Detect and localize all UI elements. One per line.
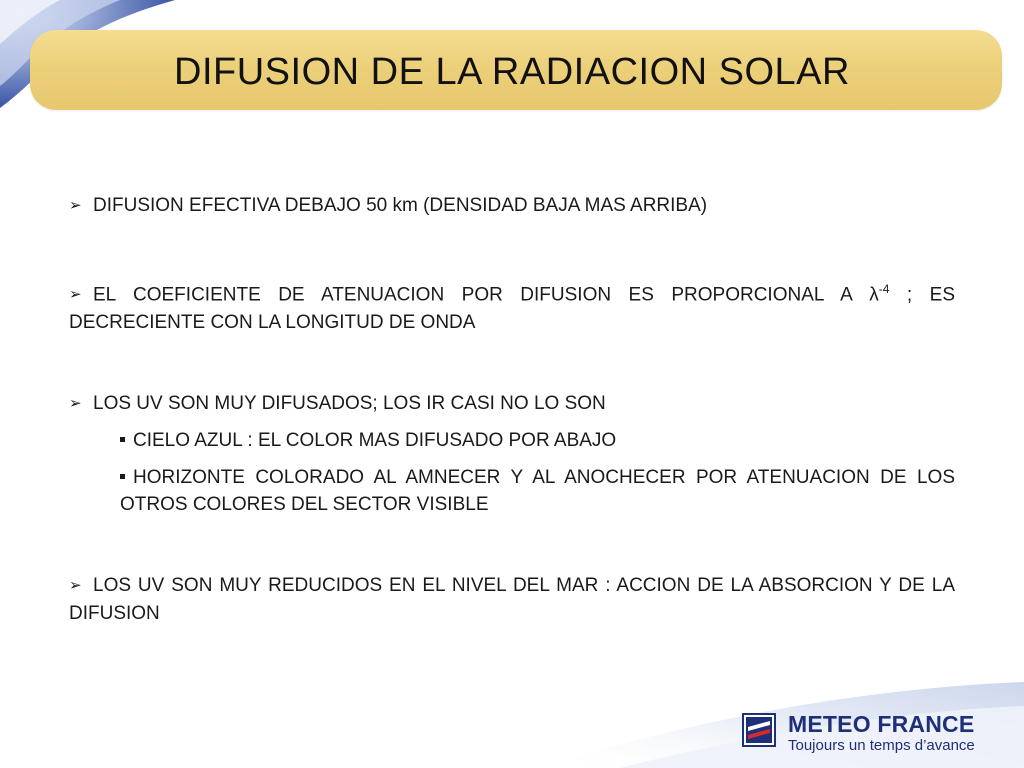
arrow-bullet-icon: ➢ xyxy=(69,197,82,214)
bullet-text: EL COEFICIENTE DE ATENUACION POR DIFUSION ES PROPORCIONAL A λ xyxy=(93,284,879,306)
bullet-text: HORIZONTE COLORADO AL AMNECER Y AL ANOCHECER POR ATENUACION DE LOS OTROS COLORES DEL SECTOR VISIBLE xyxy=(120,467,955,516)
bullet-text: DIFUSION EFECTIVA DEBAJO 50 km (DENSIDAD BAJA MAS ARRIBA) xyxy=(93,195,708,216)
bullet-item xyxy=(69,276,955,336)
arrow-bullet-icon: ➢ xyxy=(69,577,82,595)
slide-title: DIFUSION DE LA RADIACION SOLAR xyxy=(174,51,850,93)
bullet-item xyxy=(69,390,955,418)
bullet-item xyxy=(69,572,955,627)
meteo-france-emblem-icon xyxy=(742,713,776,747)
slide-content xyxy=(69,192,955,627)
bullet-text: LOS UV SON MUY DIFUSADOS; LOS IR CASI NO LO SON xyxy=(93,393,606,415)
bullet-item xyxy=(69,192,955,220)
sub-bullet-item xyxy=(69,464,955,518)
arrow-bullet-icon: ➢ xyxy=(69,395,82,413)
bullet-text: CIELO AZUL : EL COLOR MAS DIFUSADO POR ABAJO xyxy=(133,430,617,452)
square-bullet-icon xyxy=(120,474,125,479)
arrow-bullet-icon: ➢ xyxy=(69,286,82,304)
brand-tagline: Toujours un temps d’avance xyxy=(788,737,975,754)
bullet-text: LOS UV SON MUY REDUCIDOS EN EL NIVEL DEL MAR : ACCION DE LA ABSORCION Y DE LA DIFUSION xyxy=(69,575,955,625)
sub-bullet-item xyxy=(69,427,955,454)
bullet-text: ; ES DECRECIENTE CON LA LONGITUD DE ONDA xyxy=(69,284,956,334)
meteo-france-logo xyxy=(742,712,975,755)
superscript-exponent: -4 xyxy=(878,282,890,296)
brand-name: METEO FRANCE xyxy=(788,711,975,737)
square-bullet-icon xyxy=(120,437,125,442)
